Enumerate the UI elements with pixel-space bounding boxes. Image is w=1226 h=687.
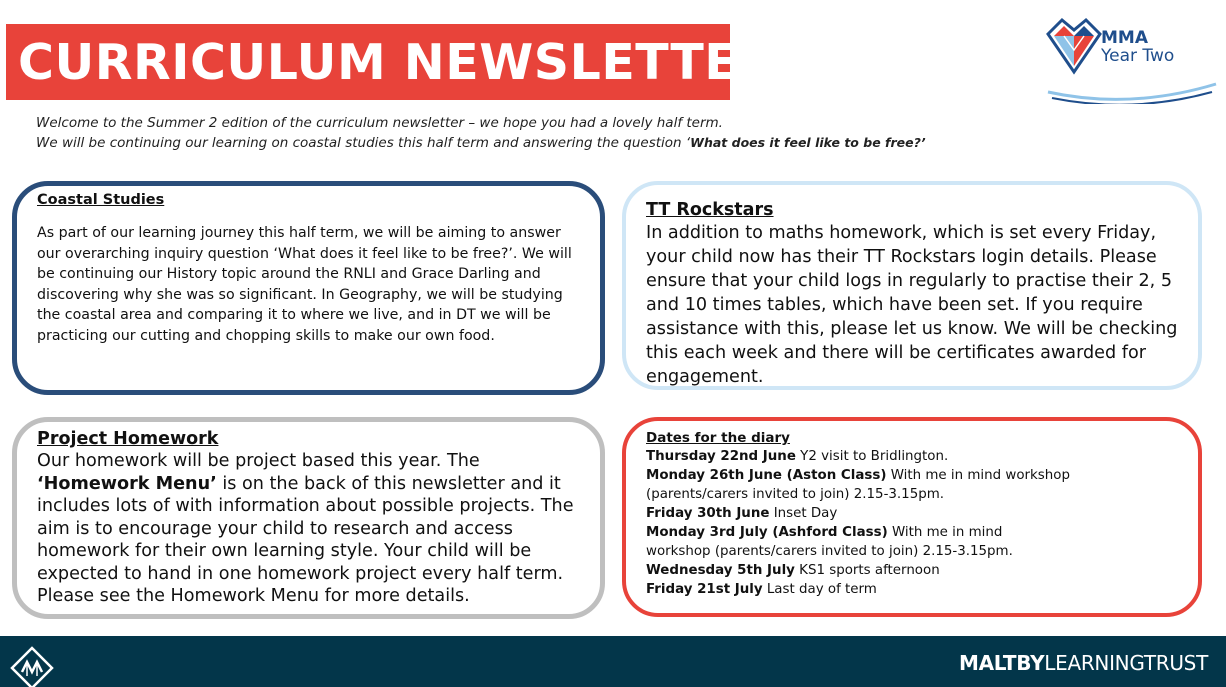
intro-text (36, 113, 1036, 153)
date-label: Wednesday 5th July (646, 563, 795, 578)
footer-brand-rest: LEARNINGTRUST (1044, 651, 1208, 675)
list-item (646, 485, 1178, 504)
date-label: Monday 26th June (Aston Class) (646, 468, 887, 483)
coastal-studies-panel (12, 181, 605, 395)
tt-rockstars-heading: TT Rockstars (646, 200, 774, 220)
intro-line2 (36, 133, 1036, 153)
coastal-studies-heading: Coastal Studies (37, 192, 165, 208)
date-label: Monday 3rd July (Ashford Class) (646, 525, 888, 540)
page-title: CURRICULUM NEWSLETTER (18, 33, 777, 91)
homework-body-start: Our homework will be project based this year. The (37, 451, 480, 471)
logo-line1: MMA (1101, 28, 1148, 48)
homework-body-end: is on the back of this newsletter and it includes lots of with information about possible projects. The aim is to encourage your child to research and access homework for their own learning style. Your child will be expected to hand in one homework project every half term. Please see the Homework Menu for more details. (37, 473, 574, 606)
date-text: With me in mind (887, 525, 1003, 540)
logo-line2: Year Two (1101, 45, 1175, 66)
intro-line2-prefix: We will be continuing our learning on coastal studies this half term and answering the question ‘ (36, 135, 691, 151)
list-item (646, 542, 1178, 561)
project-homework-body (37, 450, 580, 608)
coastal-studies-body: As part of our learning journey this half term, we will be aiming to answer our overarching inquiry question ‘What does it feel like to be free?’. We will be continuing our History topic around the RNLI and Grace Darling and discovering why she was so significant. In Geography, we will be studying the coastal area and comparing it to where we live, and in DT we will be practicing our cutting and chopping skills to make our own food. (37, 225, 572, 344)
date-text: KS1 sports afternoon (794, 563, 940, 578)
date-text: Last day of term (762, 582, 877, 597)
tt-rockstars-panel (622, 181, 1202, 390)
title-banner (6, 24, 777, 100)
tt-rockstars-body: In addition to maths homework, which is set every Friday, your child now has their TT Rockstars login details. Please ensure that your child logs in regularly to practise their 2, 5 and 10 times tables, which have been set. If you require assistance with this, please let us know. We will be checking this each week and there will be certificates awarded for engagement. (646, 223, 1178, 387)
list-item (646, 580, 1178, 599)
date-text: With me in mind workshop (886, 468, 1070, 483)
project-homework-panel (12, 417, 605, 619)
date-text: Y2 visit to Bridlington. (795, 449, 949, 464)
list-item (646, 504, 1178, 523)
date-text: workshop (parents/carers invited to join) 2.15-3.15pm. (646, 544, 1013, 559)
dates-heading: Dates for the diary (646, 430, 790, 446)
homework-menu-label: ‘Homework Menu’ (37, 473, 217, 494)
date-label: Thursday 22nd June (646, 449, 796, 464)
footer-brand-bold: MALTBY (958, 651, 1045, 675)
project-homework-heading: Project Homework (37, 429, 219, 449)
logo-text (1101, 30, 1174, 66)
list-item (646, 561, 1178, 580)
dates-panel (622, 417, 1202, 617)
date-text: Inset Day (769, 506, 838, 521)
intro-question: What does it feel like to be free?’ (690, 135, 926, 150)
intro-line1: Welcome to the Summer 2 edition of the curriculum newsletter – we hope you had a lovely half term. (36, 115, 723, 131)
footer-brand (959, 651, 1208, 675)
dates-list (646, 447, 1178, 599)
footer-bar (0, 636, 1226, 687)
date-text: (parents/carers invited to join) 2.15-3.15pm. (646, 487, 945, 502)
maltby-diamond-logo-icon (10, 646, 54, 687)
list-item (646, 523, 1178, 542)
date-label: Friday 21st July (646, 582, 763, 597)
list-item (646, 447, 1178, 466)
date-label: Friday 30th June (646, 506, 770, 521)
list-item (646, 466, 1178, 485)
